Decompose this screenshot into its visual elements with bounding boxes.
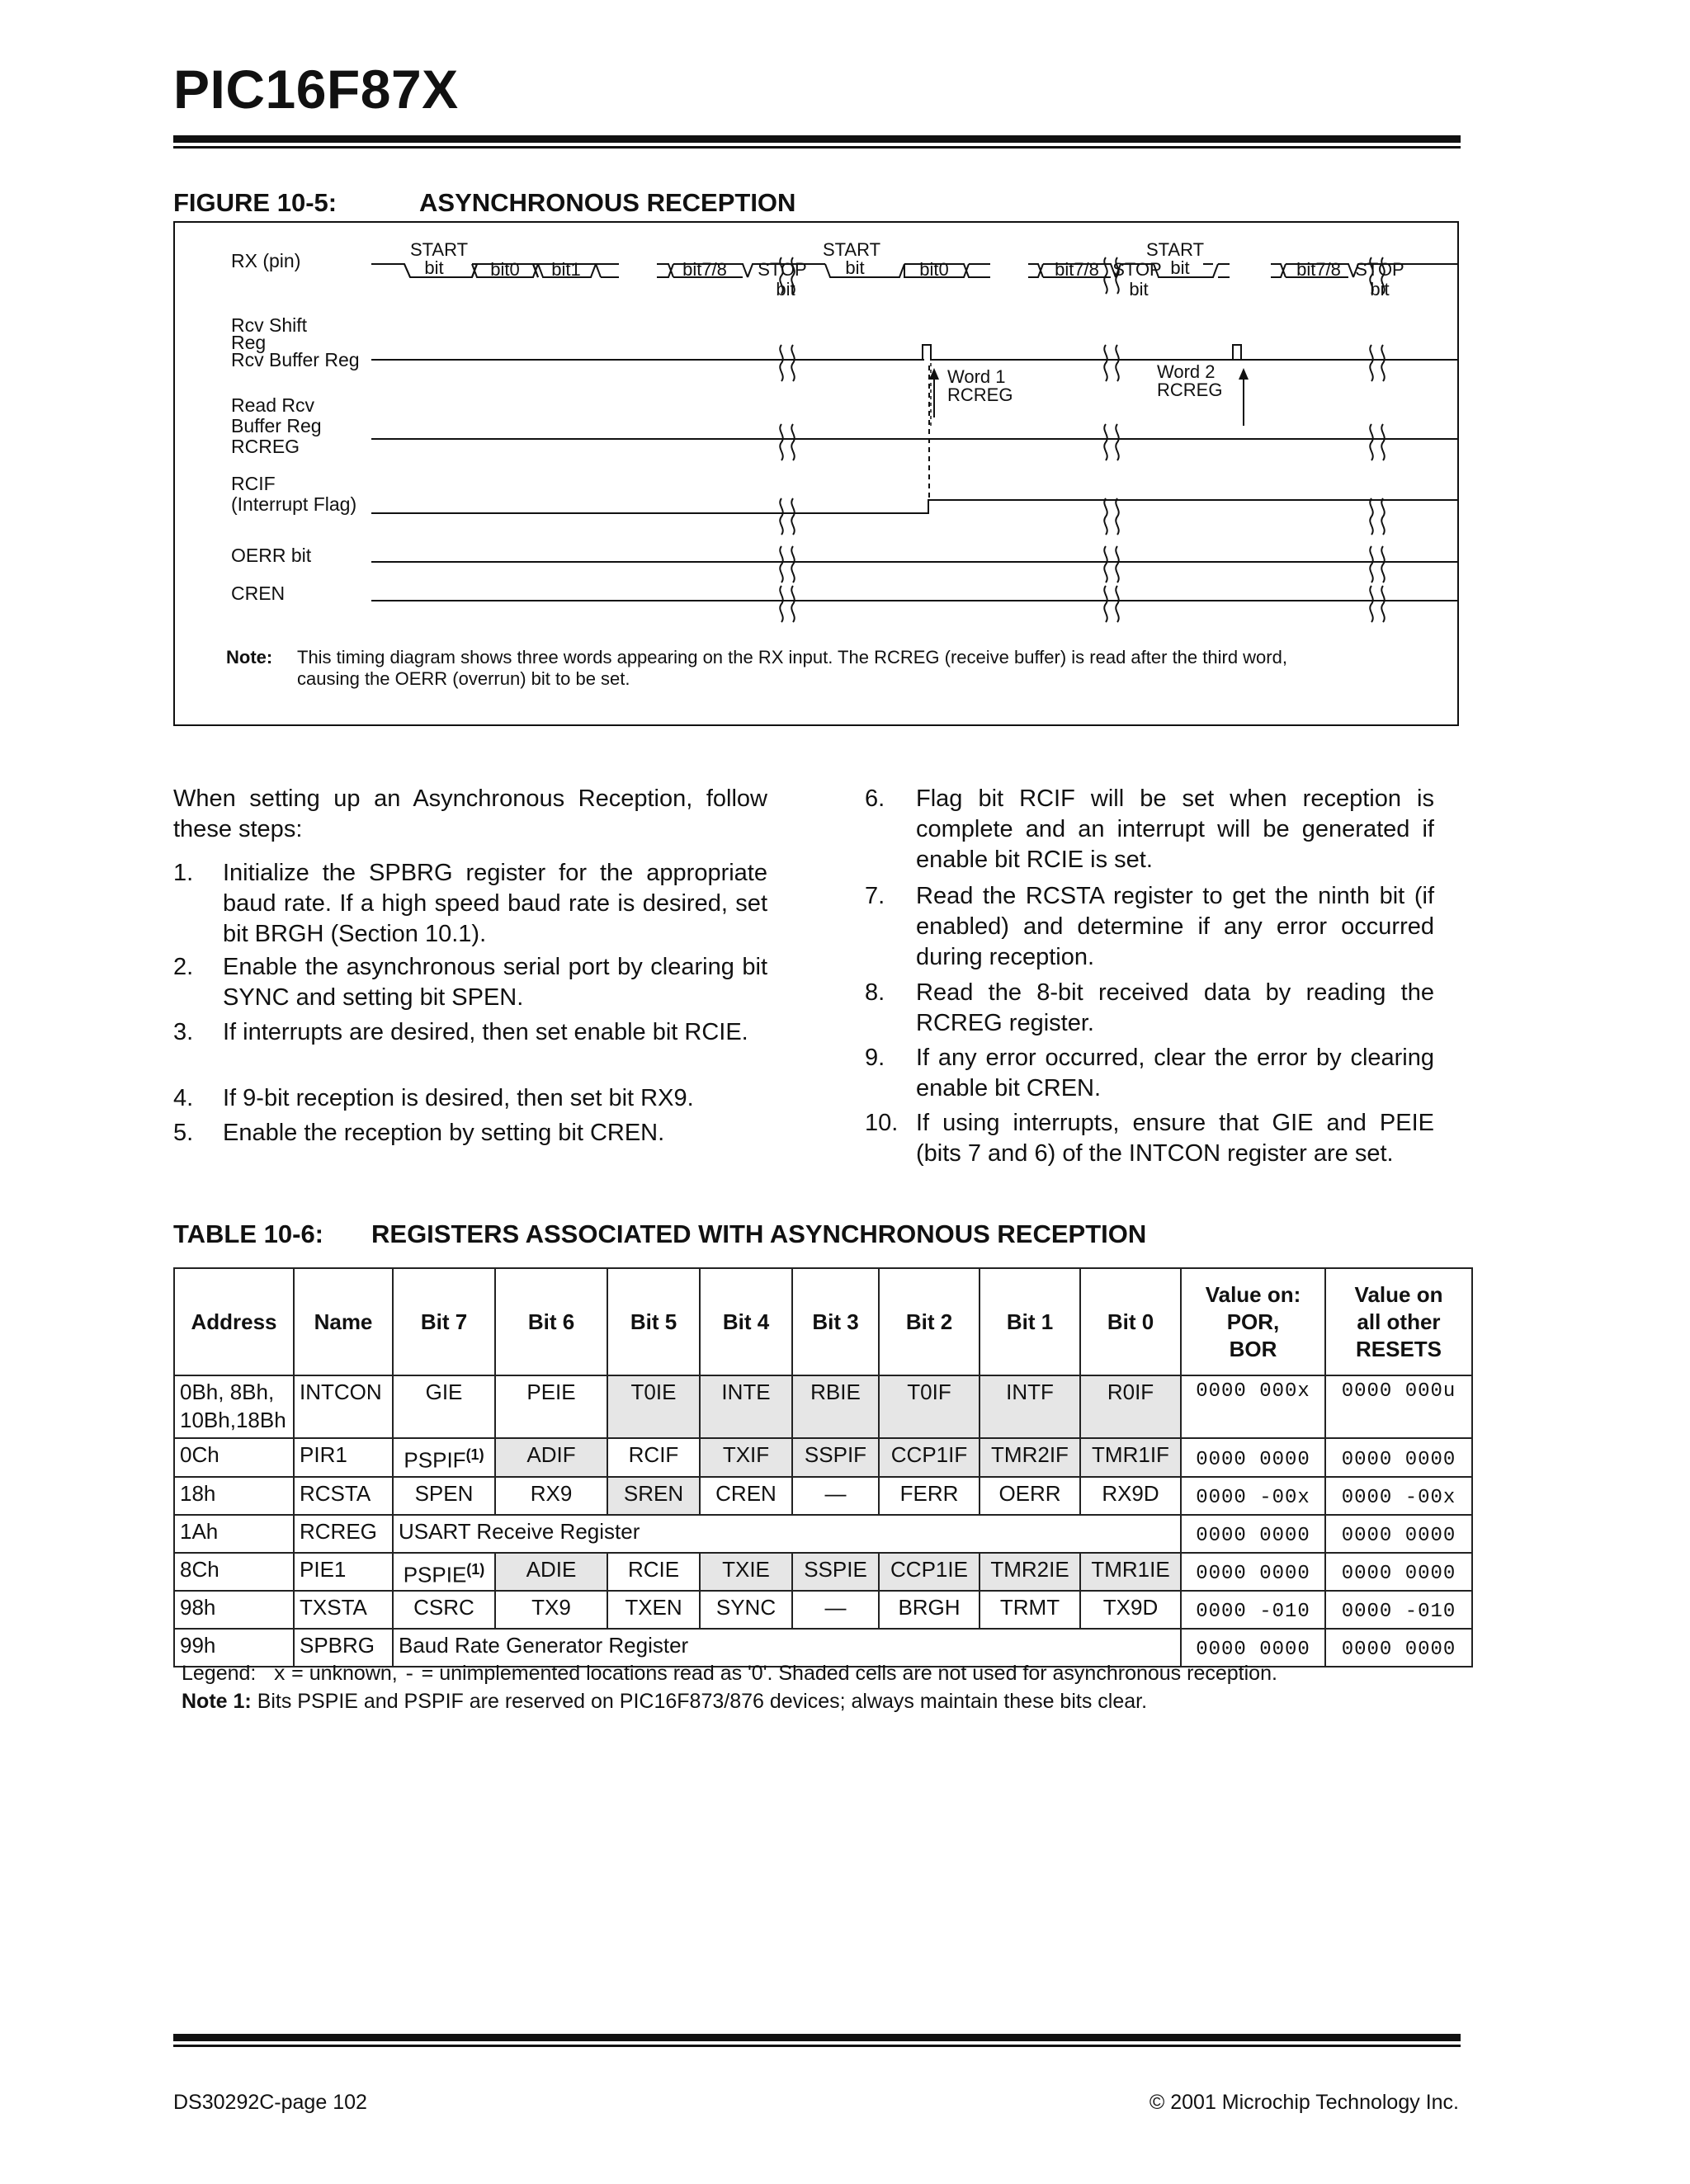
bit-cell: CSRC xyxy=(393,1591,495,1629)
bit-cell: T0IE xyxy=(607,1375,700,1438)
step-4 xyxy=(173,1083,767,1116)
bit-cell: CCP1IE xyxy=(879,1553,980,1592)
por-value-cell: 0000 0000 xyxy=(1181,1553,1325,1592)
rx-start-label-1: START xyxy=(409,239,469,260)
name-cell: SPBRG xyxy=(294,1629,393,1667)
step-number: 6. xyxy=(865,785,885,812)
step-9 xyxy=(865,1043,1434,1107)
label-buffer-reg: Buffer Reg xyxy=(231,415,322,436)
col-header-por xyxy=(1181,1268,1325,1375)
rx-bit0-1: bit0 xyxy=(490,259,520,280)
word1-rcreg-label: RCREG xyxy=(947,384,1013,405)
bit-cell: TMR1IF xyxy=(1080,1438,1181,1477)
col-header: Bit 3 xyxy=(792,1268,879,1375)
bit-cell: RCIE xyxy=(607,1553,700,1592)
rx-start-label-2: START xyxy=(822,239,881,260)
other-value-cell: 0000 -010 xyxy=(1325,1591,1472,1629)
registers-table xyxy=(173,1267,1473,1667)
word2-label: Word 2 xyxy=(1157,361,1216,382)
other-value-cell: 0000 0000 xyxy=(1325,1515,1472,1553)
name-cell: PIE1 xyxy=(294,1553,393,1592)
label-oerr-bit: OERR bit xyxy=(231,545,312,566)
word2-arrow-icon xyxy=(1239,368,1249,380)
bit-cell: CCP1IF xyxy=(879,1438,980,1477)
step-8 xyxy=(865,978,1434,1042)
step-number: 5. xyxy=(173,1120,194,1146)
rx-bit78-1: bit7/8 xyxy=(682,259,727,280)
name-cell: INTCON xyxy=(294,1375,393,1438)
other-value-cell: 0000 -00x xyxy=(1325,1477,1472,1515)
bit-cell: TXIE xyxy=(700,1553,792,1592)
col-header: Bit 0 xyxy=(1080,1268,1181,1375)
document-title: PIC16F87X xyxy=(173,59,459,120)
footer-copyright: © 2001 Microchip Technology Inc. xyxy=(1149,2091,1459,2114)
rx-bit0-2: bit0 xyxy=(919,259,949,280)
address-cell: 8Ch xyxy=(174,1553,294,1592)
other-value-cell: 0000 0000 xyxy=(1325,1438,1472,1477)
bit-cell: ADIE xyxy=(495,1553,607,1592)
address-cell: 99h xyxy=(174,1629,294,1667)
header-line: all other xyxy=(1357,1309,1441,1334)
bit-cell: SREN xyxy=(607,1477,700,1515)
header-rule-thick xyxy=(173,135,1461,143)
col-header: Bit 4 xyxy=(700,1268,792,1375)
label-read-rcv: Read Rcv xyxy=(231,394,314,416)
bit-cell: INTF xyxy=(980,1375,1080,1438)
table-row xyxy=(174,1438,1472,1477)
bit-cell: — xyxy=(792,1591,879,1629)
name-cell: PIR1 xyxy=(294,1438,393,1477)
table-row xyxy=(174,1515,1472,1553)
other-value-cell: 0000 0000 xyxy=(1325,1553,1472,1592)
footnote-text: Bits PSPIE and PSPIF are reserved on PIC16F873/876 devices; always maintain these bits clear. xyxy=(257,1690,1148,1713)
step-text: Read the RCSTA register to get the ninth bit (if enabled) and determine if any error occurred during reception. xyxy=(916,883,1434,970)
rx-bit78-2: bit7/8 xyxy=(1055,259,1099,280)
bit-cell: — xyxy=(792,1477,879,1515)
step-number: 7. xyxy=(865,883,885,909)
col-header: Address xyxy=(174,1268,294,1375)
footer-rule-thick xyxy=(173,2034,1461,2041)
col-header: Name xyxy=(294,1268,393,1375)
col-header: Bit 1 xyxy=(980,1268,1080,1375)
bit-cell: SSPIE xyxy=(792,1553,879,1592)
step-2 xyxy=(173,952,767,1017)
step-text: If interrupts are desired, then set enable bit RCIE. xyxy=(223,1019,748,1045)
legend-dash-symbol: - xyxy=(403,1663,416,1686)
bit-cell: RX9 xyxy=(495,1477,607,1515)
step-text: Initialize the SPBRG register for the appropriate baud rate. If a high speed baud rate is desired, set bit BRGH (Section 10.1). xyxy=(223,860,767,947)
header-rule-thin xyxy=(173,146,1461,149)
label-cren: CREN xyxy=(231,583,286,604)
step-text: Enable the asynchronous serial port by clearing bit SYNC and setting bit SPEN. xyxy=(223,954,767,1011)
footnote-ref: (1) xyxy=(466,1560,485,1578)
bit-cell: T0IF xyxy=(879,1375,980,1438)
step-7 xyxy=(865,881,1434,976)
name-cell: RCSTA xyxy=(294,1477,393,1515)
table-caption-title: REGISTERS ASSOCIATED WITH ASYNCHRONOUS RECEPTION xyxy=(371,1219,1147,1248)
bit-cell: TX9 xyxy=(495,1591,607,1629)
por-value-cell: 0000 000x xyxy=(1181,1375,1325,1438)
label-rcv-shift: Rcv Shift xyxy=(231,314,308,336)
bit-cell: SPEN xyxy=(393,1477,495,1515)
step-text: If any error occurred, clear the error by clearing enable bit CREN. xyxy=(916,1045,1434,1101)
step-number: 1. xyxy=(173,860,194,886)
register-description-cell: USART Receive Register xyxy=(393,1515,1181,1553)
table-legend xyxy=(182,1660,1277,1688)
bit-cell: PEIE xyxy=(495,1375,607,1438)
step-6 xyxy=(865,784,1434,879)
footnote-label: Note 1: xyxy=(182,1690,252,1713)
figure-note-label: Note: xyxy=(226,647,273,667)
label-rcreg: RCREG xyxy=(231,436,300,457)
address-cell: 1Ah xyxy=(174,1515,294,1553)
table-header-row xyxy=(174,1268,1472,1375)
bit-cell: INTE xyxy=(700,1375,792,1438)
bit-cell: TX9D xyxy=(1080,1591,1181,1629)
step-text: If using interrupts, ensure that GIE and PEIE (bits 7 and 6) of the INTCON register are set. xyxy=(916,1110,1434,1167)
step-number: 10. xyxy=(865,1110,899,1136)
legend-text-unimplemented: = unimplemented locations read as '0'. Shaded cells are not used for asynchronous reception. xyxy=(415,1662,1277,1685)
bit-cell: BRGH xyxy=(879,1591,980,1629)
step-3 xyxy=(173,1017,767,1082)
bit-label: PSPIE xyxy=(403,1562,467,1587)
col-header: Bit 6 xyxy=(495,1268,607,1375)
header-line: Value on xyxy=(1354,1281,1443,1307)
bit-cell: TXEN xyxy=(607,1591,700,1629)
rx-start-bit-3: bit xyxy=(1170,257,1190,278)
register-description-cell: Baud Rate Generator Register xyxy=(393,1629,1181,1667)
rx-frame-2 xyxy=(825,264,1154,277)
bit-cell: RBIE xyxy=(792,1375,879,1438)
rx-stop-bit-2: bit xyxy=(1129,279,1149,300)
bit-label: PSPIF xyxy=(404,1447,466,1473)
address-line: 10Bh,18Bh xyxy=(180,1408,286,1432)
figure-caption-number: FIGURE 10-5: xyxy=(173,188,338,217)
col-header: Bit 5 xyxy=(607,1268,700,1375)
bit-cell xyxy=(393,1553,495,1592)
other-value-cell: 0000 000u xyxy=(1325,1375,1472,1438)
step-number: 3. xyxy=(173,1019,194,1045)
label-rcv-buffer-reg: Rcv Buffer Reg xyxy=(231,349,360,370)
rx-stop-bit-1: bit xyxy=(776,279,795,300)
figure-note-line2: causing the OERR (overrun) bit to be set. xyxy=(297,668,630,689)
step-number: 8. xyxy=(865,979,885,1006)
step-number: 9. xyxy=(865,1045,885,1071)
bit-cell: ADIF xyxy=(495,1438,607,1477)
other-value-cell: 0000 0000 xyxy=(1325,1629,1472,1667)
timing-diagram-frame xyxy=(173,221,1459,726)
legend-x-symbol: x xyxy=(273,1663,286,1686)
table-row xyxy=(174,1375,1472,1438)
bit-cell: GIE xyxy=(393,1375,495,1438)
rx-bit78-3: bit7/8 xyxy=(1296,259,1341,280)
step-number: 4. xyxy=(173,1085,194,1111)
footnote-ref: (1) xyxy=(465,1446,484,1463)
por-value-cell: 0000 -010 xyxy=(1181,1591,1325,1629)
bit-cell: RCIF xyxy=(607,1438,700,1477)
step-text: Flag bit RCIF will be set when reception is complete and an interrupt will be generated if enable bit RCIE is set. xyxy=(916,785,1434,873)
col-header-other-resets xyxy=(1325,1268,1472,1375)
step-1 xyxy=(173,858,767,953)
bit-cell: TMR2IF xyxy=(980,1438,1080,1477)
rx-stop-3: STOP xyxy=(1355,259,1404,280)
header-line: POR, xyxy=(1226,1309,1280,1334)
rx-start-label-3: START xyxy=(1145,239,1205,260)
col-header: Bit 2 xyxy=(879,1268,980,1375)
bit-cell xyxy=(393,1438,495,1477)
address-cell: 18h xyxy=(174,1477,294,1515)
timing-diagram xyxy=(173,221,1459,726)
bit-cell: FERR xyxy=(879,1477,980,1515)
step-text: Read the 8-bit received data by reading the RCREG register. xyxy=(916,979,1434,1036)
por-value-cell: 0000 0000 xyxy=(1181,1629,1325,1667)
bit-cell: OERR xyxy=(980,1477,1080,1515)
name-cell: TXSTA xyxy=(294,1591,393,1629)
bit-cell: SSPIF xyxy=(792,1438,879,1477)
step-number: 2. xyxy=(173,954,194,980)
figure-note-line1: This timing diagram shows three words appearing on the RX input. The RCREG (receive buffer) is read after the third word, xyxy=(297,647,1287,667)
label-rcv-shift-reg: Reg xyxy=(231,332,267,353)
address-cell: 0Ch xyxy=(174,1438,294,1477)
label-rx-pin: RX (pin) xyxy=(231,250,301,271)
legend-label: Legend: xyxy=(182,1662,257,1685)
header-line: BOR xyxy=(1229,1336,1277,1361)
table-row xyxy=(174,1477,1472,1515)
por-value-cell: 0000 0000 xyxy=(1181,1438,1325,1477)
por-value-cell: 0000 -00x xyxy=(1181,1477,1325,1515)
rx-start-bit-1: bit xyxy=(424,257,444,278)
rx-bit1-1: bit1 xyxy=(551,259,581,280)
address-cell xyxy=(174,1375,294,1438)
figure-caption-title: ASYNCHRONOUS RECEPTION xyxy=(419,188,796,217)
bit-cell: CREN xyxy=(700,1477,792,1515)
bit-cell: TMR2IE xyxy=(980,1553,1080,1592)
footer-page-id: DS30292C-page 102 xyxy=(173,2091,367,2114)
rx-stop-2: STOP xyxy=(1112,259,1162,280)
word1-label: Word 1 xyxy=(947,366,1006,387)
table-footnote xyxy=(182,1688,1147,1715)
bit-cell: R0IF xyxy=(1080,1375,1181,1438)
por-value-cell: 0000 0000 xyxy=(1181,1515,1325,1553)
table-caption-number: TABLE 10-6: xyxy=(173,1219,324,1248)
header-line: Value on: xyxy=(1205,1281,1301,1307)
bit-cell: TMR1IE xyxy=(1080,1553,1181,1592)
step-text: Enable the reception by setting bit CREN. xyxy=(223,1120,665,1146)
footer-rule-thin xyxy=(173,2045,1461,2047)
bit-cell: RX9D xyxy=(1080,1477,1181,1515)
step-5 xyxy=(173,1118,767,1151)
table-row xyxy=(174,1591,1472,1629)
label-interrupt-flag: (Interrupt Flag) xyxy=(231,493,357,515)
step-text: If 9-bit reception is desired, then set bit RX9. xyxy=(223,1085,694,1111)
rx-stop-1: STOP xyxy=(758,259,807,280)
rx-stop-bit-3: bit xyxy=(1370,279,1390,300)
bit-cell: TRMT xyxy=(980,1591,1080,1629)
word2-rcreg-label: RCREG xyxy=(1157,380,1223,400)
address-cell: 98h xyxy=(174,1591,294,1629)
legend-text-unknown: = unknown, xyxy=(286,1662,404,1685)
col-header: Bit 7 xyxy=(393,1268,495,1375)
name-cell: RCREG xyxy=(294,1515,393,1553)
rx-start-bit-2: bit xyxy=(845,257,865,278)
table-row xyxy=(174,1553,1472,1592)
bit-cell: TXIF xyxy=(700,1438,792,1477)
intro-paragraph: When setting up an Asynchronous Reception, follow these steps: xyxy=(173,785,767,842)
label-rcif: RCIF xyxy=(231,473,276,494)
address-line: 0Bh, 8Bh, xyxy=(180,1380,275,1404)
bit-cell: SYNC xyxy=(700,1591,792,1629)
header-line: RESETS xyxy=(1355,1336,1442,1361)
step-10 xyxy=(865,1108,1434,1172)
